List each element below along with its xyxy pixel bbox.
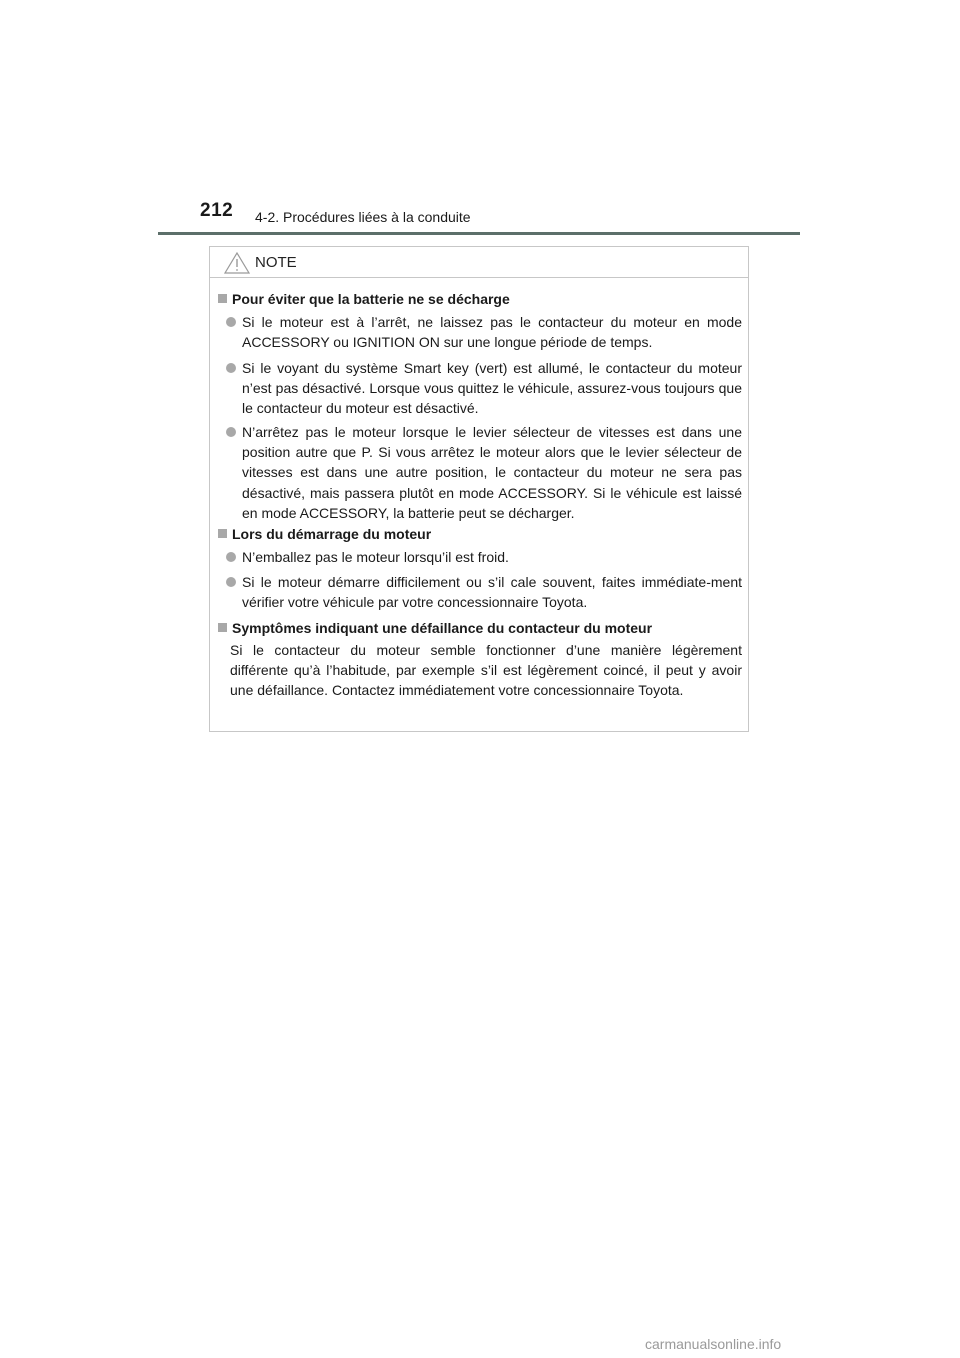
list-item — [226, 572, 742, 612]
section-heading — [218, 289, 510, 309]
list-item — [226, 312, 742, 352]
list-item-text: N’arrêtez pas le moteur lorsque le levier sélecteur de vitesses est dans une position autre que P. Si vous arrêtez le moteur alors que le levier sélecteur de vitesses est dans une autre position, le contacteur du moteur ne sera pas désactivé, mais passera plutôt en mode ACCESSORY. Si le véhicule est laissé en mode ACCESSORY, la batterie peut se décharger. — [242, 424, 742, 521]
list-item-text: Si le voyant du système Smart key (vert) est allumé, le contacteur du moteur n’est pas désactivé. Lorsque vous quittez le véhicule, assurez-vous toujours que le contacteur du moteur est désactivé. — [242, 360, 742, 417]
round-bullet-icon — [226, 317, 236, 327]
section-heading — [218, 524, 431, 544]
square-bullet-icon — [218, 529, 227, 538]
round-bullet-icon — [226, 427, 236, 437]
list-item — [226, 358, 742, 419]
section-heading-text: Pour éviter que la batterie ne se décharge — [232, 291, 510, 307]
page-number: 212 — [200, 200, 234, 221]
section-paragraph: Si le contacteur du moteur semble fonctionner d’une manière légèrement différente qu’à l’habitude, par exemple s’il est légèrement coincé, il peut y avoir une défaillance. Contactez immédiatement votre concessionnaire Toyota. — [230, 642, 742, 699]
list-item-text: Si le moteur démarre difficilement ou s’il cale souvent, faites immédiate-ment vérifier votre véhicule par votre concessionnaire Toyota. — [242, 574, 742, 611]
header-rule — [158, 232, 800, 235]
round-bullet-icon — [226, 552, 236, 562]
round-bullet-icon — [226, 577, 236, 587]
list-item — [226, 422, 742, 523]
watermark: carmanualsonline.info — [645, 1336, 782, 1352]
warning-triangle-icon — [224, 252, 250, 274]
note-box — [209, 246, 749, 732]
note-label: NOTE — [255, 254, 297, 271]
list-item-text: N’emballez pas le moteur lorsqu’il est froid. — [242, 549, 509, 565]
square-bullet-icon — [218, 294, 227, 303]
section-heading-text: Symptômes indiquant une défaillance du contacteur du moteur — [232, 620, 653, 636]
square-bullet-icon — [218, 623, 227, 632]
list-item-text: Si le moteur est à l’arrêt, ne laissez pas le contacteur du moteur en mode ACCESSORY ou IGNITION ON sur une longue période de temps. — [242, 314, 742, 351]
list-item — [226, 547, 742, 567]
note-header — [210, 247, 748, 278]
section-heading — [218, 618, 652, 638]
section-title: 4-2. Procédures liées à la conduite — [255, 209, 471, 225]
section-heading-text: Lors du démarrage du moteur — [232, 526, 432, 542]
round-bullet-icon — [226, 363, 236, 373]
